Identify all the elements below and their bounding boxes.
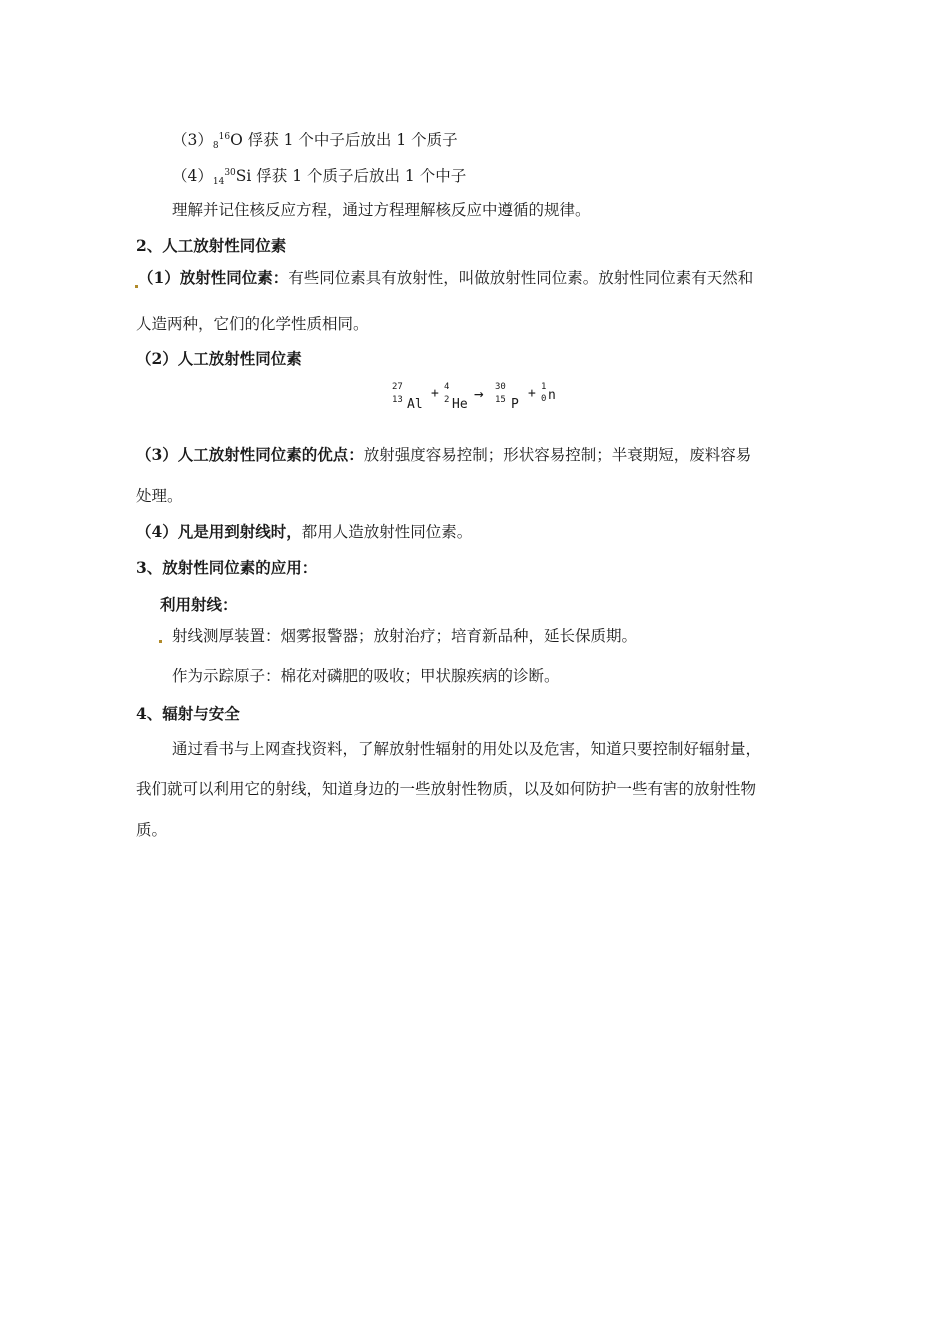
section-4-line-3: 质。: [136, 821, 168, 839]
plus-sign-2: +: [528, 386, 536, 401]
item-3-text: 俘获 1 个中子后放出 1 个质子: [242, 131, 458, 149]
paragraph-reaction-rule: 理解并记住核反应方程，通过方程理解核反应中遵循的规律。: [172, 201, 591, 219]
item-3-mass-number: 16: [218, 132, 231, 142]
section-2-heading: 2、人工放射性同位素: [136, 236, 287, 255]
section-2-item-2-label: （2）人工放射性同位素: [136, 349, 302, 368]
p-atomic-number: 15: [495, 395, 506, 405]
arrow-icon: →: [474, 384, 484, 403]
item-4-symbol: Si: [235, 167, 252, 185]
section-2-item-3-text: 放射强度容易控制；形状容易控制；半衰期短，废料容易: [363, 446, 752, 464]
section-2-item-3-label: （3）人工放射性同位素的优点：: [136, 445, 364, 464]
he-atomic-number: 2: [444, 395, 450, 405]
al-symbol: Al: [407, 397, 423, 412]
item-4-atomic-number: 14: [212, 177, 225, 187]
section-2-item-1-continued: 人造两种，它们的化学性质相同。: [136, 315, 369, 333]
item-4-mass-number: 30: [224, 168, 236, 178]
section-2-item-4: [136, 522, 472, 542]
section-3-subheading: 利用射线：: [160, 595, 238, 614]
item-3-symbol: O: [230, 131, 243, 149]
item-4: [172, 163, 466, 192]
al-mass-number: 27: [392, 382, 403, 392]
section-2-item-1-text: 有些同位素具有放射性，叫做放射性同位素。放射性同位素有天然和: [288, 269, 754, 287]
item-4-text: 俘获 1 个质子后放出 1 个中子: [251, 167, 467, 185]
section-2-item-3-continued: 处理。: [136, 487, 183, 505]
section-2-item-4-label: （4）凡是用到射线时，: [136, 522, 302, 541]
al-atomic-number: 13: [392, 395, 403, 405]
he-mass-number: 4: [444, 382, 450, 392]
item-3-atomic-number: 8: [212, 141, 219, 151]
item-4-number: （4）: [172, 167, 213, 185]
n-mass-number: 1: [541, 382, 547, 392]
p-mass-number: 30: [495, 382, 506, 392]
section-4-heading: 4、辐射与安全: [136, 704, 240, 723]
section-2-item-1-label: （1）放射性同位素：: [138, 268, 289, 287]
item-3-number: （3）: [172, 131, 213, 149]
margin-mark-2: [159, 640, 162, 643]
section-3-line-1: 射线测厚装置：烟雾报警器；放射治疗；培育新品种，延长保质期。: [172, 627, 638, 645]
section-4-line-1: 通过看书与上网查找资料，了解放射性辐射的用处以及危害，知道只要控制好辐射量，: [172, 740, 762, 758]
plus-sign: +: [431, 386, 439, 401]
n-atomic-number: 0: [541, 394, 547, 404]
n-symbol: n: [548, 388, 556, 403]
section-2-item-1: [138, 268, 753, 288]
section-4-line-2: 我们就可以利用它的射线，知道身边的一些放射性物质，以及如何防护一些有害的放射性物: [136, 780, 757, 798]
section-2-item-3: [136, 445, 751, 465]
section-3-heading: 3、放射性同位素的应用：: [136, 558, 318, 577]
nuclear-equation: [390, 382, 570, 418]
p-symbol: P: [511, 397, 519, 412]
item-3: [172, 127, 458, 156]
section-3-line-2: 作为示踪原子：棉花对磷肥的吸收；甲状腺疾病的诊断。: [172, 667, 560, 685]
he-symbol: He: [452, 397, 468, 412]
section-2-item-4-text: 都用人造放射性同位素。: [301, 523, 473, 541]
